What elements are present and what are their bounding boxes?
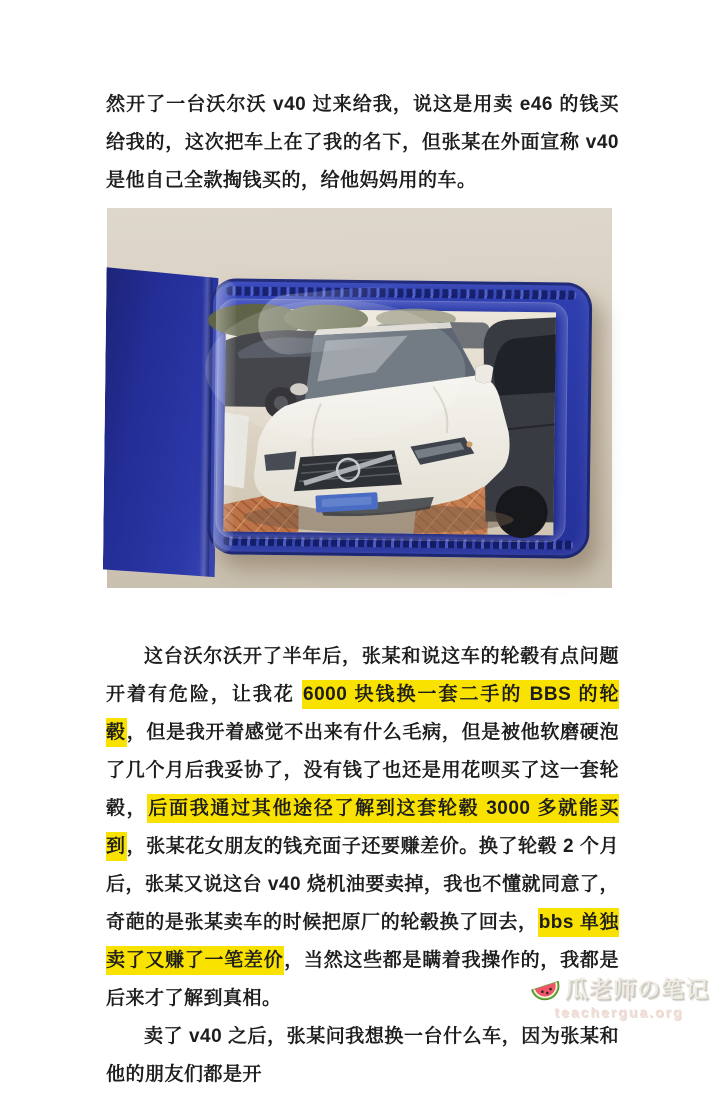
- highlighted-text: 后面我通过其他途径了解到这套轮毂 3000 多就能买到: [106, 794, 619, 861]
- paragraph-2-text: [106, 638, 619, 1018]
- paragraph-1-text: 然开了一台沃尔沃 v40 过来给我，说这是用卖 e46 的钱买给我的，这次把车上在了我的名下，但张某在外面宣称 v40 是他自己全款掏钱买的，给他妈妈用的车。: [106, 94, 619, 191]
- photo-holder: [207, 278, 592, 559]
- body-text: ，张某花女朋友的钱充面子还要赚差价。换了轮毂 2 个月后，张某又说这台 v40 烧机油要卖掉，我也不懂就同意了，奇葩的是张某卖车的时候把原厂的轮毂换了回去，: [106, 836, 619, 933]
- paragraph-3-text: 卖了 v40 之后，张某问我想换一台什么车，因为张某和他的朋友们都是开: [106, 1026, 619, 1085]
- watermark-url: teachergua.org: [554, 1004, 684, 1020]
- car-photo-print: [223, 308, 556, 535]
- folder-flap: [103, 261, 219, 580]
- holder-emboss-top: [226, 286, 576, 299]
- watermelon-icon: [529, 974, 561, 1002]
- car-photo-scene: [223, 308, 556, 535]
- folder-assembly: [105, 205, 615, 591]
- highlighted-text: 6000 块钱换一套二手的 BBS 的轮毂: [106, 680, 619, 747]
- body-text: ，当然这些都是瞒着我操作的，我都是后来才了解到真相。: [106, 950, 619, 1009]
- watermark: [526, 971, 712, 1020]
- car-photo-figure[interactable]: [107, 208, 612, 588]
- paragraph-2-3: [106, 638, 619, 1094]
- watermark-title: 瓜老师の笔记: [565, 976, 709, 1002]
- body-text: ，但是我开着感觉不出来有什么毛病，但是被他软磨硬泡了几个月后我妥协了，没有钱了也还是用花呗买了这一套轮毂，: [106, 722, 619, 819]
- highlighted-text: bbs 单独卖了又赚了一笔差价: [106, 908, 619, 975]
- paragraph-1: [106, 86, 619, 200]
- body-text: 这台沃尔沃开了半年后，张某和说这车的轮毂有点问题开着有危险，让我花: [106, 646, 619, 705]
